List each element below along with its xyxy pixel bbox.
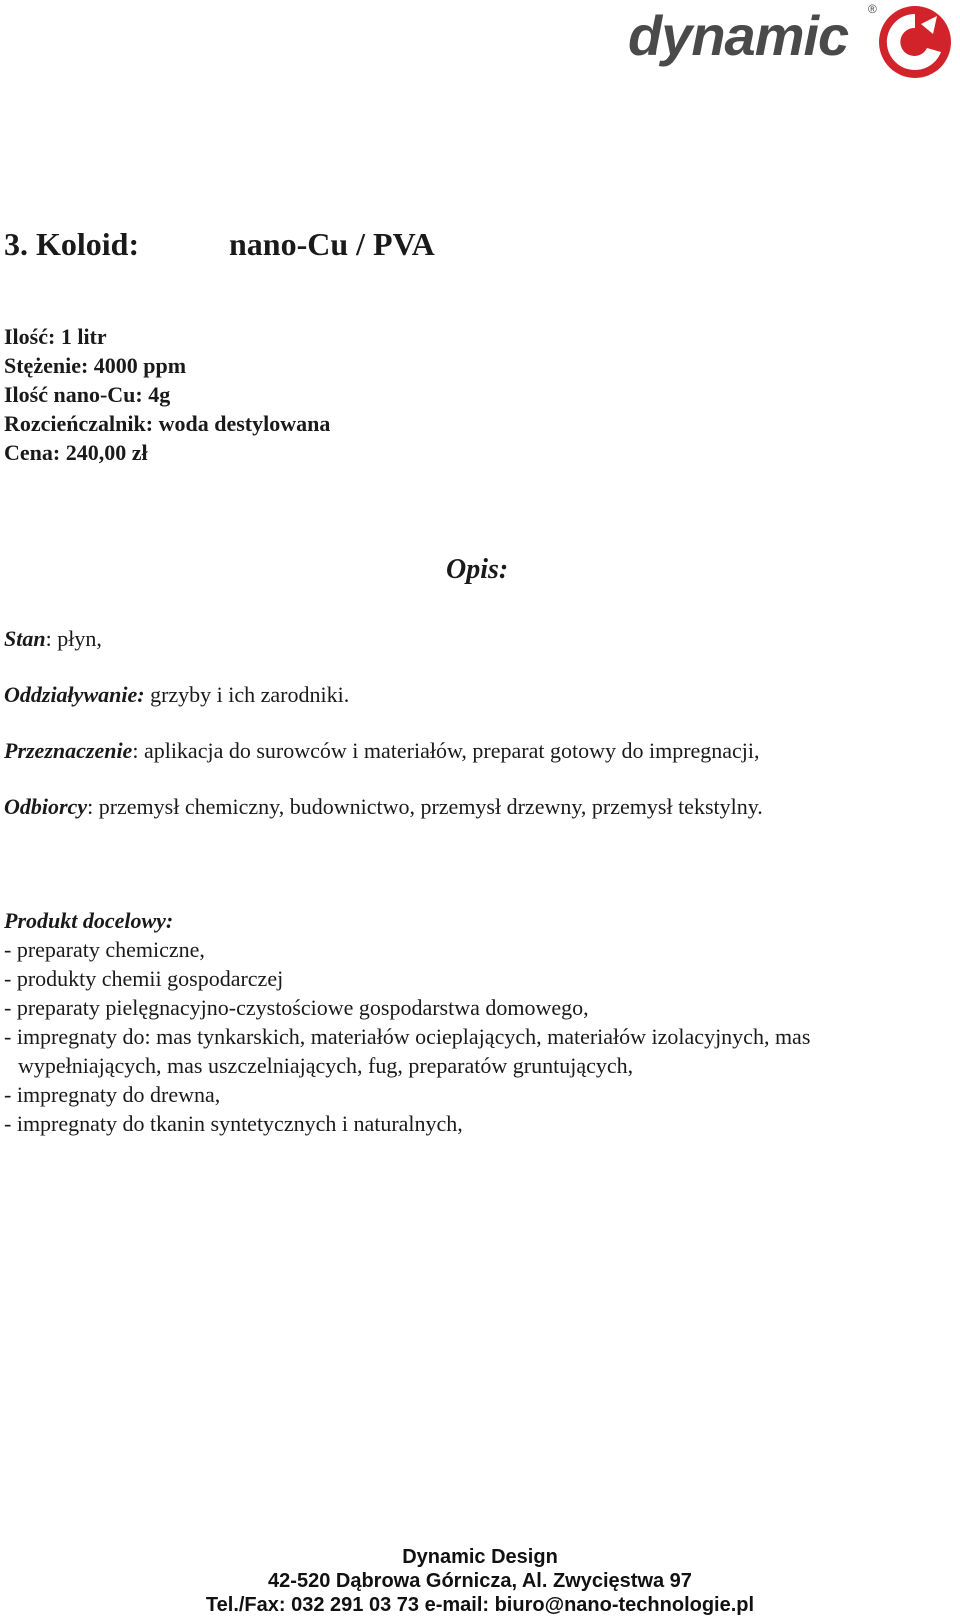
- przeznaczenie-label: Przeznaczenie: [4, 738, 133, 763]
- description-oddzialywanie: [4, 682, 349, 708]
- description-przeznaczenie: [4, 738, 760, 764]
- spec-diluent: Rozcieńczalnik: woda destylowana: [4, 411, 331, 436]
- list-item: - preparaty pielęgnacyjno-czystościowe gospodarstwa domowego,: [4, 995, 589, 1020]
- footer-contact: Tel./Fax: 032 291 03 73 e-mail: biuro@nano-technologie.pl: [205, 1594, 755, 1616]
- logo-wordmark: dynamic: [628, 4, 849, 67]
- stan-value: : płyn,: [45, 626, 102, 651]
- description-stan: [4, 626, 102, 652]
- spec-price: Cena: 240,00 zł: [4, 440, 148, 465]
- oddzialywanie-value: grzyby i ich zarodniki.: [144, 682, 350, 707]
- footer-address: 42-520 Dąbrowa Górnicza, Al. Zwycięstwa 97: [268, 1570, 692, 1592]
- spec-concentration: Stężenie: 4000 ppm: [4, 353, 187, 378]
- page-footer: [0, 1545, 960, 1617]
- target-products: [4, 906, 928, 1138]
- logo-emblem-icon: [875, 2, 955, 82]
- list-item: - impregnaty do: mas tynkarskich, materiałów ocieplających, materiałów izolacyjnych, mas wypełniających, mas uszczelniających, fug, preparatów gruntujących,: [4, 1024, 811, 1078]
- list-item: - preparaty chemiczne,: [4, 937, 205, 962]
- title-product: nano-Cu / PVA: [229, 226, 435, 262]
- odbiorcy-value: : przemysł chemiczny, budownictwo, przemysł drzewny, przemysł tekstylny.: [87, 794, 763, 819]
- product-specs: [4, 322, 330, 467]
- footer-company: Dynamic Design: [402, 1546, 558, 1568]
- przeznaczenie-value: : aplikacja do surowców i materiałów, preparat gotowy do impregnacji,: [132, 738, 760, 763]
- company-logo: [628, 0, 960, 82]
- list-item: - produkty chemii gospodarczej: [4, 966, 284, 991]
- target-products-label: Produkt docelowy:: [4, 908, 174, 933]
- spec-quantity: Ilość: 1 litr: [4, 324, 107, 349]
- page-title: [4, 226, 435, 263]
- list-item: - impregnaty do drewna,: [4, 1082, 221, 1107]
- target-products-list: [4, 935, 928, 1138]
- oddzialywanie-label: Oddziaływanie:: [4, 682, 145, 707]
- list-item: - impregnaty do tkanin syntetycznych i naturalnych,: [4, 1111, 463, 1136]
- spec-nano-cu-amount: Ilość nano-Cu: 4g: [4, 382, 171, 407]
- logo-registered-mark: ®: [868, 2, 877, 16]
- stan-label: Stan: [4, 626, 46, 651]
- title-label: 3. Koloid:: [4, 226, 140, 262]
- description-odbiorcy: [4, 794, 763, 820]
- description-heading: Opis:: [446, 554, 509, 585]
- odbiorcy-label: Odbiorcy: [4, 794, 88, 819]
